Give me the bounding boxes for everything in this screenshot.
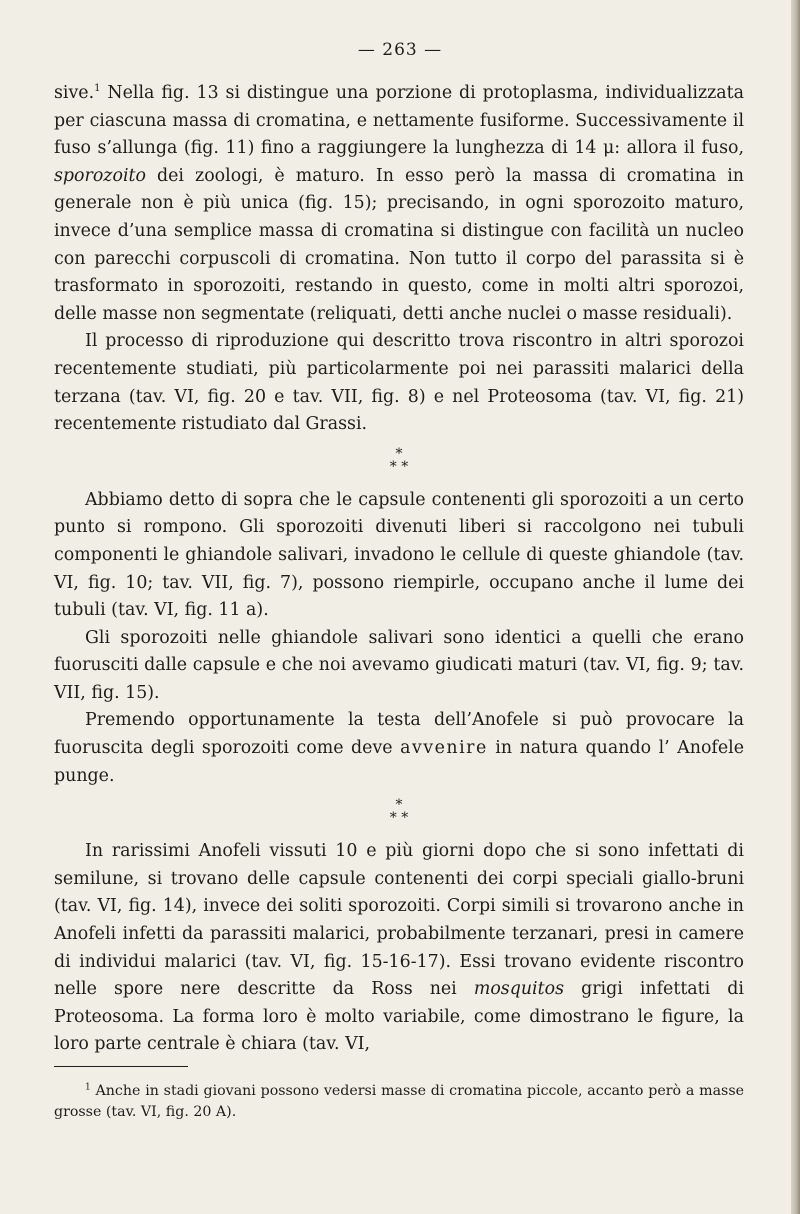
paragraph-6 <box>54 838 744 1059</box>
page-number: — 263 — <box>357 40 443 60</box>
p1-start: sive. <box>54 83 95 103</box>
footnote-rule <box>54 1066 188 1067</box>
p1-italic-term: sporozoito <box>54 165 146 186</box>
footnote <box>54 1081 744 1123</box>
asterism-top: * <box>395 445 403 462</box>
p6-text-a: In rarissimi Anofeli vissuti 10 e più giorni dopo che si sono infettati di semilune, si trovano delle capsule contenenti dei corpi speciali giallo-bruni (tav. VI, fig. 14), invece dei soliti sporozoiti. Corpi simili si trovarono anche in Anofeli infetti da parassiti malarici, probabilmente terzanari, presi in camere di individui malarici (tav. VI, fig. 15-16-17). Essi trovano evidente riscontro nelle spore nere descritte da Ross nei <box>54 841 744 1000</box>
asterism-bottom: * * <box>389 810 409 827</box>
asterism-top: * <box>395 797 403 814</box>
p5-text-a: Premendo opportunamente la testa dell’Anofele si può provocare la fuoruscita degli sporozoiti come deve <box>54 710 744 759</box>
paragraph-1 <box>54 80 744 328</box>
asterism-bottom: * * <box>389 458 409 475</box>
paragraph-4: Gli sporozoiti nelle ghiandole salivari sono identici a quelli che erano fuorusciti dalle capsule e che noi avevamo giudicati maturi (tav. VI, fig. 9; tav. VII, fig. 15). <box>54 627 744 703</box>
section-separator-1 <box>54 445 744 475</box>
paragraph-2: Il processo di riproduzione qui descritto trova riscontro in altri sporozoi recentemente studiati, più particolarmente poi nei parassiti malarici della terzana (tav. VI, fig. 20 e tav. VII, fig. 8) e nel Proteosoma (tav. VI, fig. 21) recentemente ristudiato dal Grassi. <box>54 331 744 435</box>
p5-spaced-word: avvenire <box>400 738 488 759</box>
paragraph-3: Abbiamo detto di sopra che le capsule contenenti gli sporozoiti a un certo punto si rompono. Gli sporozoiti divenuti liberi si raccolgono nei tubuli componenti le ghiandole salivari, invadono le cellule di queste ghiandole (tav. VI, fig. 10; tav. VII, fig. 7), possono riempirle, occupano anche il lume dei tubuli (tav. VI, fig. 11 a). <box>54 489 744 621</box>
footnote-text: Anche in stadi giovani possono vedersi masse di cromatina piccole, accanto però a masse grosse (tav. VI, fig. 20 A). <box>54 1083 744 1120</box>
main-text <box>54 80 744 1059</box>
footnote-ref: 1 <box>94 83 101 95</box>
p6-italic-term: mosquitos <box>473 979 564 1000</box>
p5-text-b: in natura quando l’ Anofele punge. <box>54 738 744 786</box>
paragraph-5 <box>54 707 744 790</box>
section-separator-2 <box>54 799 744 825</box>
page-edge-shadow <box>791 0 800 1214</box>
p1-text-a: Nella fig. 13 si distingue una porzione di protoplasma, individualizzata per ciascuna massa di cromatina, e nettamente fusiforme. Successivamente il fuso s’allunga (fig. 11) fino a raggiungere la lunghezza di 14 μ: allora il fuso, <box>54 83 744 159</box>
p6-text-b: grigi infettati di Proteosoma. La forma loro è molto variabile, come dimostrano le figure, la loro parte centrale è chiara (tav. VI, <box>54 979 744 1055</box>
p1-text-b: dei zoologi, è maturo. In esso però la massa di cromatina in generale non è più unica (fig. 15); precisando, in ogni sporozoito maturo, invece d’una semplice massa di cromatina si distingue con facilità un nucleo con parecchi corpuscoli di cromatina. Non tutto il corpo del parassita si è trasformato in sporozoiti, restando in questo, come in molti altri sporozoi, delle masse non segmentate (reliquati, detti anche nuclei o masse residuali). <box>54 165 744 324</box>
footnote-marker: 1 <box>85 1082 91 1093</box>
